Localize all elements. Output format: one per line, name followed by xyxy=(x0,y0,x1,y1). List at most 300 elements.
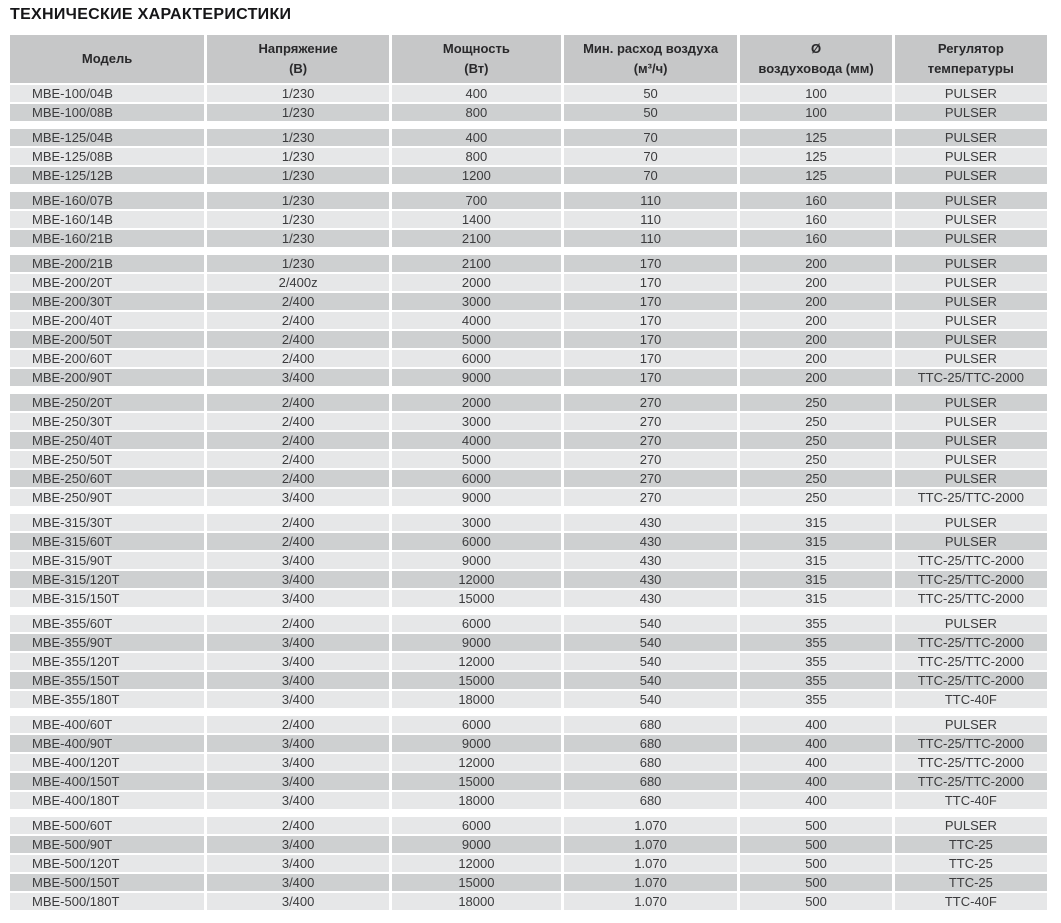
cell-model: MBE-125/04B xyxy=(10,129,204,146)
group-spacer-cell xyxy=(10,249,1047,253)
cell-airflow: 270 xyxy=(564,489,738,506)
cell-model: MBE-315/150T xyxy=(10,590,204,607)
cell-diameter: 500 xyxy=(740,836,891,853)
cell-power: 15000 xyxy=(392,590,561,607)
group-spacer-cell xyxy=(10,186,1047,190)
group-spacer xyxy=(10,710,1047,714)
column-header-regulator xyxy=(895,35,1047,83)
table-row xyxy=(10,571,1047,588)
cell-voltage: 1/230 xyxy=(207,148,389,165)
group-spacer-cell xyxy=(10,811,1047,815)
cell-diameter: 250 xyxy=(740,470,891,487)
cell-voltage: 1/230 xyxy=(207,85,389,102)
cell-voltage: 2/400 xyxy=(207,533,389,550)
cell-model: MBE-200/60T xyxy=(10,350,204,367)
cell-regulator: TTC-40F xyxy=(895,893,1047,910)
cell-voltage: 3/400 xyxy=(207,691,389,708)
column-header-airflow xyxy=(564,35,738,83)
cell-model: MBE-355/90T xyxy=(10,634,204,651)
table-row xyxy=(10,85,1047,102)
cell-diameter: 315 xyxy=(740,552,891,569)
cell-power: 1200 xyxy=(392,167,561,184)
cell-airflow: 170 xyxy=(564,331,738,348)
cell-airflow: 110 xyxy=(564,192,738,209)
spec-table xyxy=(7,33,1050,912)
cell-airflow: 680 xyxy=(564,792,738,809)
cell-diameter: 400 xyxy=(740,773,891,790)
cell-regulator: TTC-25 xyxy=(895,836,1047,853)
cell-diameter: 160 xyxy=(740,230,891,247)
table-row xyxy=(10,716,1047,733)
cell-regulator: TTC-25/TTC-2000 xyxy=(895,672,1047,689)
cell-airflow: 540 xyxy=(564,653,738,670)
cell-regulator: TTC-25/TTC-2000 xyxy=(895,653,1047,670)
group-spacer xyxy=(10,123,1047,127)
cell-model: MBE-200/50T xyxy=(10,331,204,348)
group-spacer-cell xyxy=(10,710,1047,714)
cell-diameter: 125 xyxy=(740,148,891,165)
cell-airflow: 270 xyxy=(564,451,738,468)
cell-voltage: 2/400 xyxy=(207,293,389,310)
cell-voltage: 3/400 xyxy=(207,489,389,506)
cell-regulator: PULSER xyxy=(895,312,1047,329)
cell-power: 2000 xyxy=(392,394,561,411)
cell-voltage: 1/230 xyxy=(207,255,389,272)
cell-airflow: 680 xyxy=(564,735,738,752)
cell-voltage: 3/400 xyxy=(207,653,389,670)
group-spacer xyxy=(10,249,1047,253)
cell-airflow: 1.070 xyxy=(564,836,738,853)
cell-model: MBE-250/20T xyxy=(10,394,204,411)
column-header-voltage xyxy=(207,35,389,83)
cell-airflow: 70 xyxy=(564,148,738,165)
group-spacer-cell xyxy=(10,388,1047,392)
cell-voltage: 3/400 xyxy=(207,855,389,872)
cell-model: MBE-315/30T xyxy=(10,514,204,531)
cell-airflow: 680 xyxy=(564,716,738,733)
cell-voltage: 3/400 xyxy=(207,369,389,386)
cell-regulator: PULSER xyxy=(895,432,1047,449)
table-row xyxy=(10,533,1047,550)
cell-diameter: 250 xyxy=(740,432,891,449)
cell-diameter: 400 xyxy=(740,735,891,752)
table-row xyxy=(10,350,1047,367)
cell-power: 4000 xyxy=(392,432,561,449)
cell-diameter: 315 xyxy=(740,571,891,588)
cell-regulator: TTC-25/TTC-2000 xyxy=(895,369,1047,386)
cell-airflow: 50 xyxy=(564,85,738,102)
cell-model: MBE-500/90T xyxy=(10,836,204,853)
cell-power: 9000 xyxy=(392,735,561,752)
cell-airflow: 1.070 xyxy=(564,874,738,891)
cell-power: 6000 xyxy=(392,350,561,367)
cell-regulator: PULSER xyxy=(895,451,1047,468)
cell-regulator: PULSER xyxy=(895,104,1047,121)
cell-regulator: PULSER xyxy=(895,394,1047,411)
cell-diameter: 500 xyxy=(740,817,891,834)
cell-diameter: 125 xyxy=(740,129,891,146)
column-header-power xyxy=(392,35,561,83)
cell-diameter: 100 xyxy=(740,104,891,121)
cell-model: MBE-355/60T xyxy=(10,615,204,632)
cell-regulator: TTC-25/TTC-2000 xyxy=(895,489,1047,506)
cell-power: 400 xyxy=(392,85,561,102)
group-spacer xyxy=(10,811,1047,815)
cell-power: 800 xyxy=(392,148,561,165)
cell-regulator: PULSER xyxy=(895,533,1047,550)
cell-airflow: 170 xyxy=(564,312,738,329)
cell-regulator: PULSER xyxy=(895,716,1047,733)
table-row xyxy=(10,754,1047,771)
cell-model: MBE-125/08B xyxy=(10,148,204,165)
cell-voltage: 3/400 xyxy=(207,754,389,771)
cell-voltage: 2/400 xyxy=(207,394,389,411)
cell-diameter: 400 xyxy=(740,716,891,733)
cell-power: 1400 xyxy=(392,211,561,228)
table-row xyxy=(10,773,1047,790)
cell-airflow: 270 xyxy=(564,394,738,411)
cell-power: 4000 xyxy=(392,312,561,329)
cell-voltage: 2/400 xyxy=(207,716,389,733)
table-row xyxy=(10,211,1047,228)
cell-airflow: 430 xyxy=(564,514,738,531)
cell-diameter: 315 xyxy=(740,590,891,607)
column-header-diameter xyxy=(740,35,891,83)
table-row xyxy=(10,432,1047,449)
table-row xyxy=(10,552,1047,569)
cell-model: MBE-315/120T xyxy=(10,571,204,588)
cell-model: MBE-355/180T xyxy=(10,691,204,708)
cell-model: MBE-200/21B xyxy=(10,255,204,272)
table-row xyxy=(10,653,1047,670)
cell-regulator: TTC-25/TTC-2000 xyxy=(895,735,1047,752)
cell-airflow: 170 xyxy=(564,255,738,272)
cell-power: 400 xyxy=(392,129,561,146)
cell-model: MBE-125/12B xyxy=(10,167,204,184)
cell-power: 6000 xyxy=(392,615,561,632)
cell-model: MBE-315/90T xyxy=(10,552,204,569)
cell-model: MBE-355/120T xyxy=(10,653,204,670)
cell-regulator: TTC-25 xyxy=(895,855,1047,872)
group-spacer-cell xyxy=(10,508,1047,512)
cell-voltage: 2/400 xyxy=(207,312,389,329)
cell-voltage: 3/400 xyxy=(207,893,389,910)
cell-regulator: PULSER xyxy=(895,211,1047,228)
cell-diameter: 200 xyxy=(740,331,891,348)
cell-voltage: 3/400 xyxy=(207,590,389,607)
cell-diameter: 500 xyxy=(740,893,891,910)
cell-power: 18000 xyxy=(392,893,561,910)
cell-power: 9000 xyxy=(392,836,561,853)
table-row xyxy=(10,312,1047,329)
cell-diameter: 200 xyxy=(740,274,891,291)
cell-power: 2100 xyxy=(392,255,561,272)
cell-regulator: PULSER xyxy=(895,192,1047,209)
table-row xyxy=(10,255,1047,272)
group-spacer xyxy=(10,186,1047,190)
cell-airflow: 540 xyxy=(564,615,738,632)
cell-model: MBE-500/150T xyxy=(10,874,204,891)
cell-airflow: 170 xyxy=(564,369,738,386)
column-header-unit: (В) xyxy=(289,61,308,76)
cell-voltage: 1/230 xyxy=(207,211,389,228)
table-row xyxy=(10,293,1047,310)
cell-regulator: TTC-40F xyxy=(895,792,1047,809)
table-row xyxy=(10,470,1047,487)
table-row xyxy=(10,672,1047,689)
cell-airflow: 110 xyxy=(564,211,738,228)
table-row xyxy=(10,893,1047,910)
cell-regulator: PULSER xyxy=(895,230,1047,247)
cell-model: MBE-200/30T xyxy=(10,293,204,310)
cell-power: 18000 xyxy=(392,691,561,708)
cell-diameter: 355 xyxy=(740,634,891,651)
cell-regulator: PULSER xyxy=(895,167,1047,184)
cell-airflow: 1.070 xyxy=(564,893,738,910)
cell-airflow: 170 xyxy=(564,274,738,291)
cell-airflow: 540 xyxy=(564,691,738,708)
cell-model: MBE-160/07B xyxy=(10,192,204,209)
cell-diameter: 200 xyxy=(740,350,891,367)
cell-voltage: 2/400 xyxy=(207,432,389,449)
cell-diameter: 160 xyxy=(740,211,891,228)
cell-regulator: PULSER xyxy=(895,470,1047,487)
cell-voltage: 3/400 xyxy=(207,792,389,809)
cell-voltage: 2/400 xyxy=(207,817,389,834)
cell-diameter: 500 xyxy=(740,874,891,891)
cell-airflow: 170 xyxy=(564,350,738,367)
cell-model: MBE-160/14B xyxy=(10,211,204,228)
cell-diameter: 160 xyxy=(740,192,891,209)
cell-regulator: PULSER xyxy=(895,514,1047,531)
cell-regulator: PULSER xyxy=(895,331,1047,348)
cell-airflow: 50 xyxy=(564,104,738,121)
group-spacer-cell xyxy=(10,609,1047,613)
table-row xyxy=(10,792,1047,809)
cell-voltage: 1/230 xyxy=(207,230,389,247)
cell-voltage: 2/400 xyxy=(207,470,389,487)
cell-voltage: 3/400 xyxy=(207,672,389,689)
cell-power: 12000 xyxy=(392,855,561,872)
cell-regulator: TTC-25/TTC-2000 xyxy=(895,754,1047,771)
cell-diameter: 200 xyxy=(740,312,891,329)
table-body xyxy=(10,85,1047,910)
table-row xyxy=(10,634,1047,651)
cell-model: MBE-500/180T xyxy=(10,893,204,910)
cell-model: MBE-250/30T xyxy=(10,413,204,430)
cell-model: MBE-250/60T xyxy=(10,470,204,487)
cell-diameter: 200 xyxy=(740,293,891,310)
column-header-label: Мин. расход воздуха xyxy=(583,41,719,56)
cell-regulator: PULSER xyxy=(895,255,1047,272)
cell-airflow: 110 xyxy=(564,230,738,247)
cell-regulator: PULSER xyxy=(895,615,1047,632)
table-row xyxy=(10,394,1047,411)
cell-voltage: 3/400 xyxy=(207,571,389,588)
table-row xyxy=(10,691,1047,708)
cell-model: MBE-250/50T xyxy=(10,451,204,468)
cell-power: 18000 xyxy=(392,792,561,809)
cell-model: MBE-400/60T xyxy=(10,716,204,733)
cell-voltage: 1/230 xyxy=(207,167,389,184)
cell-airflow: 540 xyxy=(564,634,738,651)
cell-voltage: 2/400 xyxy=(207,514,389,531)
cell-regulator: PULSER xyxy=(895,817,1047,834)
cell-diameter: 400 xyxy=(740,792,891,809)
cell-regulator: PULSER xyxy=(895,129,1047,146)
table-row xyxy=(10,451,1047,468)
table-row xyxy=(10,148,1047,165)
cell-diameter: 355 xyxy=(740,653,891,670)
cell-power: 6000 xyxy=(392,817,561,834)
table-row xyxy=(10,590,1047,607)
column-header-label: Модель xyxy=(81,51,133,66)
table-row xyxy=(10,369,1047,386)
table-row xyxy=(10,192,1047,209)
cell-power: 9000 xyxy=(392,552,561,569)
table-row xyxy=(10,874,1047,891)
cell-airflow: 430 xyxy=(564,571,738,588)
cell-power: 12000 xyxy=(392,571,561,588)
cell-diameter: 355 xyxy=(740,691,891,708)
cell-power: 12000 xyxy=(392,653,561,670)
table-row xyxy=(10,489,1047,506)
cell-power: 9000 xyxy=(392,489,561,506)
cell-power: 5000 xyxy=(392,331,561,348)
cell-airflow: 1.070 xyxy=(564,855,738,872)
cell-model: MBE-160/21B xyxy=(10,230,204,247)
cell-power: 2000 xyxy=(392,274,561,291)
column-header-unit: воздуховода (мм) xyxy=(758,61,874,76)
cell-airflow: 70 xyxy=(564,129,738,146)
cell-diameter: 355 xyxy=(740,672,891,689)
cell-diameter: 200 xyxy=(740,369,891,386)
column-header-unit: температуры xyxy=(927,61,1014,76)
cell-power: 700 xyxy=(392,192,561,209)
header-row xyxy=(10,35,1047,83)
column-header-model xyxy=(10,35,204,83)
cell-airflow: 270 xyxy=(564,470,738,487)
cell-voltage: 2/400 xyxy=(207,615,389,632)
cell-regulator: TTC-25/TTC-2000 xyxy=(895,552,1047,569)
cell-airflow: 1.070 xyxy=(564,817,738,834)
cell-model: MBE-200/90T xyxy=(10,369,204,386)
cell-model: MBE-400/120T xyxy=(10,754,204,771)
table-row xyxy=(10,855,1047,872)
table-row xyxy=(10,167,1047,184)
cell-model: MBE-400/180T xyxy=(10,792,204,809)
column-header-label: Мощность xyxy=(442,41,510,56)
cell-voltage: 1/230 xyxy=(207,192,389,209)
group-spacer xyxy=(10,388,1047,392)
cell-model: MBE-200/20T xyxy=(10,274,204,291)
page-title: ТЕХНИЧЕСКИЕ ХАРАКТЕРИСТИКИ xyxy=(10,6,292,23)
cell-airflow: 170 xyxy=(564,293,738,310)
group-spacer xyxy=(10,508,1047,512)
column-header-label: Напряжение xyxy=(258,41,338,56)
cell-diameter: 355 xyxy=(740,615,891,632)
column-header-unit: (м³/ч) xyxy=(633,61,668,76)
cell-diameter: 125 xyxy=(740,167,891,184)
table-row xyxy=(10,104,1047,121)
table-row xyxy=(10,331,1047,348)
cell-regulator: TTC-25 xyxy=(895,874,1047,891)
cell-voltage: 2/400 xyxy=(207,350,389,367)
cell-voltage: 3/400 xyxy=(207,735,389,752)
cell-airflow: 70 xyxy=(564,167,738,184)
cell-diameter: 100 xyxy=(740,85,891,102)
cell-voltage: 1/230 xyxy=(207,129,389,146)
table-header xyxy=(10,35,1047,83)
cell-regulator: TTC-25/TTC-2000 xyxy=(895,773,1047,790)
cell-model: MBE-400/90T xyxy=(10,735,204,752)
cell-power: 800 xyxy=(392,104,561,121)
cell-voltage: 3/400 xyxy=(207,874,389,891)
cell-voltage: 2/400 xyxy=(207,413,389,430)
cell-regulator: PULSER xyxy=(895,350,1047,367)
cell-voltage: 1/230 xyxy=(207,104,389,121)
cell-power: 5000 xyxy=(392,451,561,468)
table-row xyxy=(10,615,1047,632)
cell-regulator: PULSER xyxy=(895,274,1047,291)
cell-voltage: 3/400 xyxy=(207,552,389,569)
cell-diameter: 250 xyxy=(740,413,891,430)
cell-model: MBE-400/150T xyxy=(10,773,204,790)
table-row xyxy=(10,413,1047,430)
table-row xyxy=(10,735,1047,752)
cell-power: 2100 xyxy=(392,230,561,247)
cell-power: 3000 xyxy=(392,293,561,310)
cell-voltage: 3/400 xyxy=(207,634,389,651)
cell-power: 9000 xyxy=(392,369,561,386)
group-spacer-cell xyxy=(10,123,1047,127)
cell-diameter: 250 xyxy=(740,489,891,506)
table-row xyxy=(10,230,1047,247)
cell-regulator: PULSER xyxy=(895,148,1047,165)
cell-model: MBE-100/08B xyxy=(10,104,204,121)
cell-voltage: 2/400z xyxy=(207,274,389,291)
cell-model: MBE-250/40T xyxy=(10,432,204,449)
column-header-label: Ø xyxy=(811,41,822,56)
cell-diameter: 250 xyxy=(740,451,891,468)
cell-airflow: 680 xyxy=(564,754,738,771)
cell-airflow: 430 xyxy=(564,590,738,607)
cell-regulator: TTC-40F xyxy=(895,691,1047,708)
cell-airflow: 430 xyxy=(564,552,738,569)
cell-model: MBE-500/120T xyxy=(10,855,204,872)
cell-airflow: 270 xyxy=(564,432,738,449)
cell-power: 12000 xyxy=(392,754,561,771)
cell-model: MBE-315/60T xyxy=(10,533,204,550)
cell-power: 15000 xyxy=(392,874,561,891)
cell-diameter: 315 xyxy=(740,533,891,550)
cell-power: 6000 xyxy=(392,716,561,733)
column-header-unit: (Вт) xyxy=(464,61,489,76)
cell-airflow: 430 xyxy=(564,533,738,550)
cell-diameter: 315 xyxy=(740,514,891,531)
cell-model: MBE-250/90T xyxy=(10,489,204,506)
cell-airflow: 270 xyxy=(564,413,738,430)
cell-power: 6000 xyxy=(392,470,561,487)
cell-regulator: PULSER xyxy=(895,413,1047,430)
cell-airflow: 540 xyxy=(564,672,738,689)
cell-diameter: 500 xyxy=(740,855,891,872)
cell-regulator: TTC-25/TTC-2000 xyxy=(895,634,1047,651)
cell-model: MBE-200/40T xyxy=(10,312,204,329)
cell-power: 6000 xyxy=(392,533,561,550)
table-row xyxy=(10,836,1047,853)
cell-regulator: TTC-25/TTC-2000 xyxy=(895,590,1047,607)
